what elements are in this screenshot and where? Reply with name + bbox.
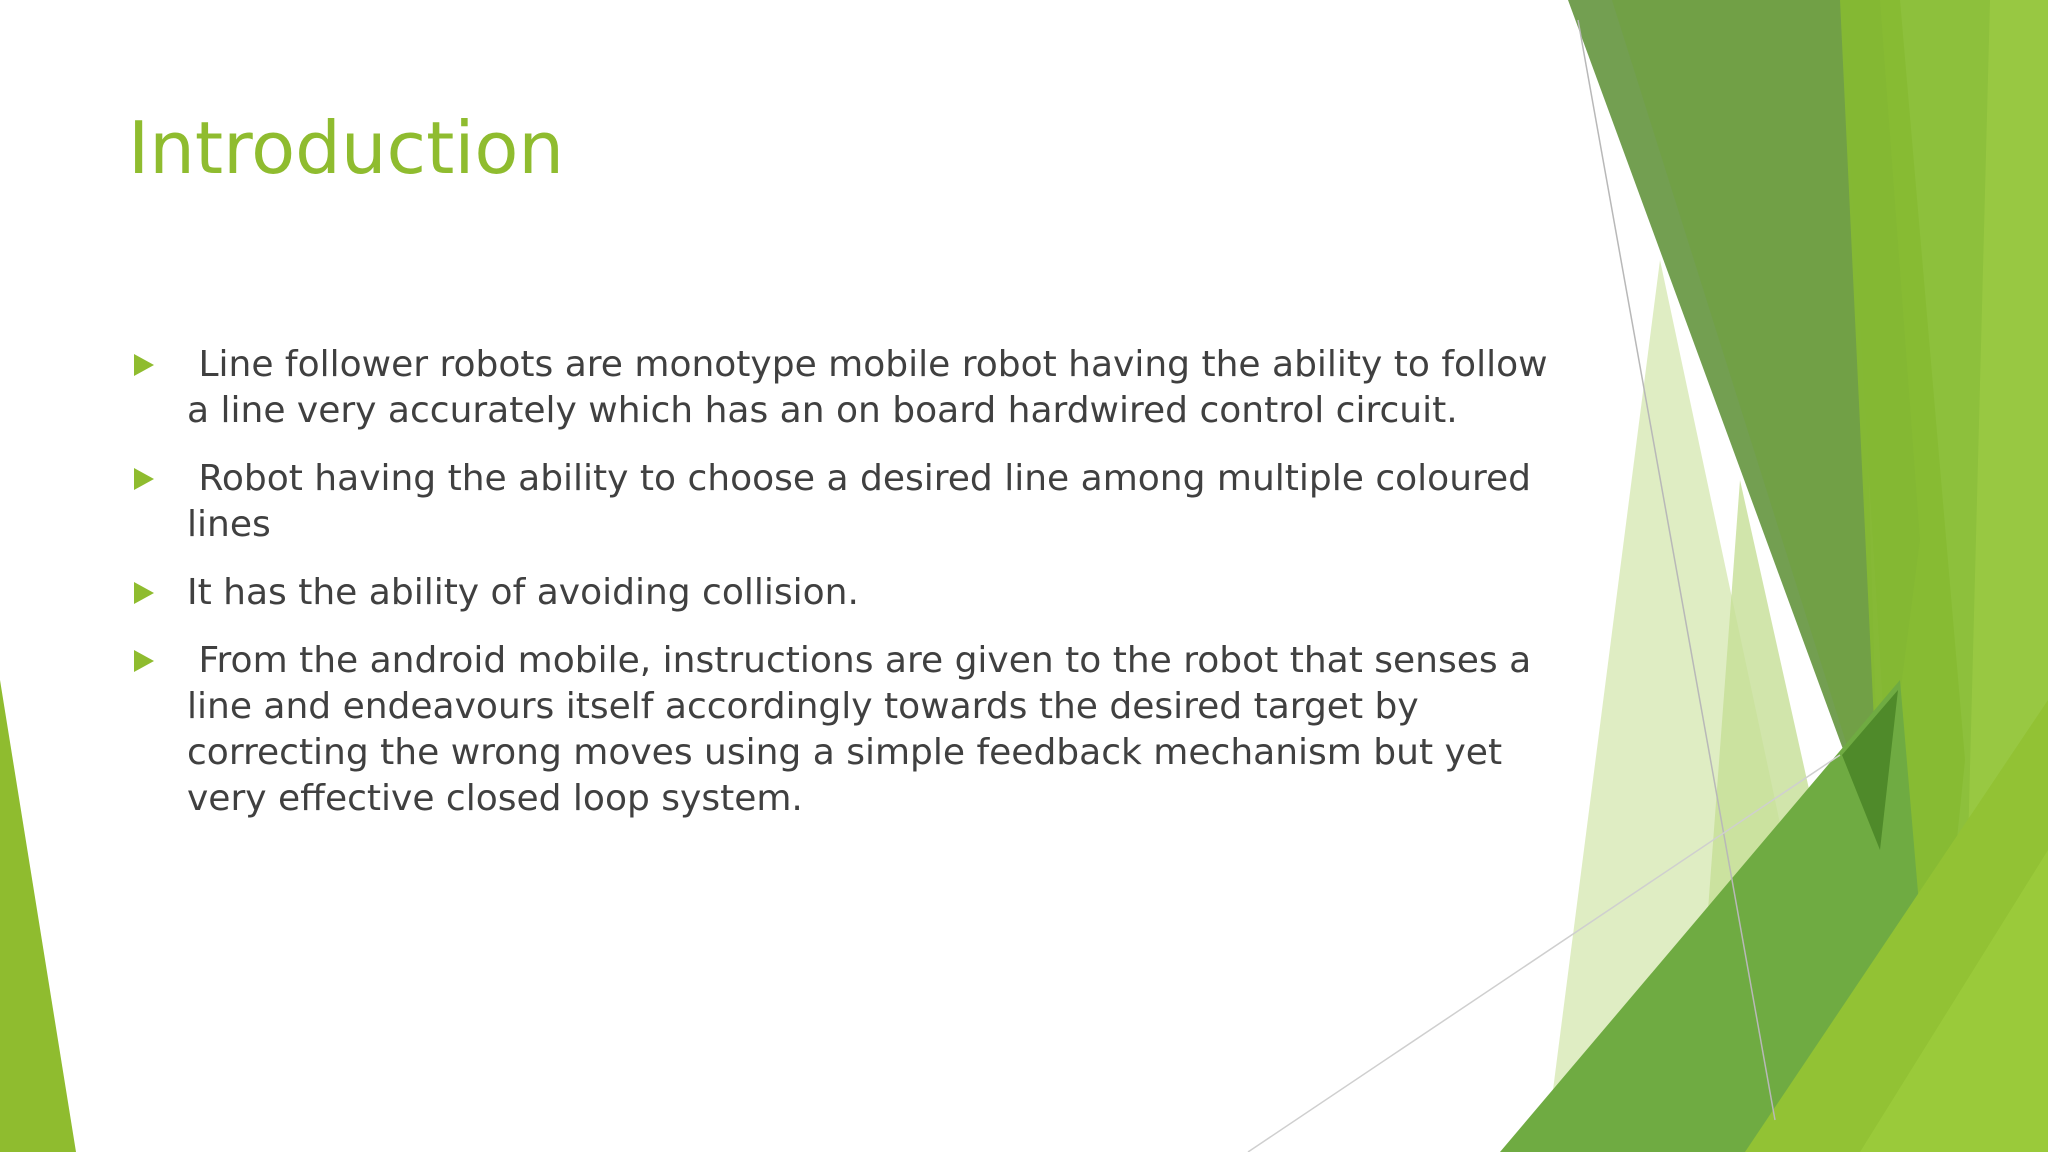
triangle-right-icon	[134, 354, 154, 376]
bullet-item	[128, 570, 1548, 616]
triangle-right-icon	[134, 582, 154, 604]
bullet-list	[128, 342, 1559, 844]
bullet-item	[128, 638, 1548, 822]
left-green-facet	[0, 680, 76, 1152]
bullet-text: Robot having the ability to choose a desired line among multiple coloured lines	[187, 458, 1543, 545]
triangle-right-icon	[134, 650, 154, 672]
slide-title: Introduction	[128, 106, 565, 190]
bullet-text: From the android mobile, instructions are given to the robot that senses a line and endeavours itself accordingly towards the desired target by correcting the wrong moves using a simple feedback mechanism but yet very effective closed loop system.	[187, 640, 1543, 819]
bullet-item	[128, 456, 1548, 548]
triangle-right-icon	[134, 468, 154, 490]
bullet-text: It has the ability of avoiding collision.	[187, 572, 859, 613]
bullet-text: Line follower robots are monotype mobile robot having the ability to follow a line very accurately which has an on board hardwired control circuit.	[187, 344, 1559, 431]
bullet-item	[128, 342, 1559, 434]
